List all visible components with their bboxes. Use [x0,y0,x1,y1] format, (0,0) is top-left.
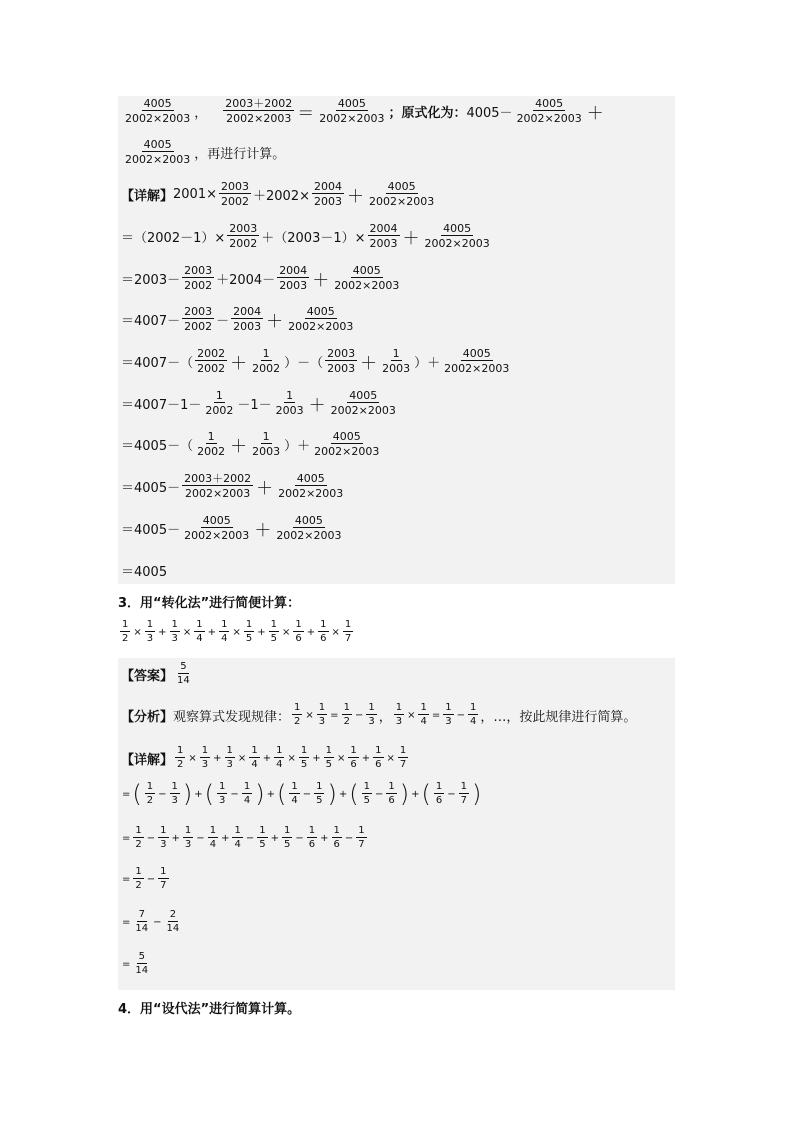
detail-step-7: ＝4005－ $\frac{2003+2002}{2002\times 2003}$ ＋ $\frac{4005}{2002\times 2003}$ [121,472,344,500]
problem-3-expression: $\frac{1}{2}$ × $\frac{1}{3}$ + $\frac{1}{3}$ × $\frac{1}{4}$ + $\frac{1}{4}$ × $\frac{1}{5}$ + $\frac{1}{5}$ × $\frac{1}{6}$ + $\frac{1}{6}$ × $\frac{1}{7}$ [122,619,352,644]
fraction: $\frac{4005}{2002\times 2003}$ [516,97,582,125]
fraction: $\frac{4005}{2002\times 2003}$ [319,97,385,125]
problem-3-detail-2: = $\frac{1}{2}$ − $\frac{1}{3}$ + $\frac{1}{3}$ − $\frac{1}{4}$ + $\frac{1}{4}$ − $\frac{1}{5}$ + $\frac{1}{5}$ − $\frac{1}{6}$ + $\frac{1}{6}$ − $\frac{1}{7}$ [122,825,365,850]
fraction: $\frac{4005}{2002\times 2003}$ [125,138,191,166]
problem-3-detail-3: = $\frac{1}{2}$ − $\frac{1}{7}$ [122,866,167,891]
problem-3-detail-0: 【详解】 $\frac{1}{2}$ × $\frac{1}{3}$ + $\frac{1}{3}$ × $\frac{1}{4}$ + $\frac{1}{4}$ × $\frac{1}{5}$ + $\frac{1}{5}$ × $\frac{1}{6}$ + $\frac{1}{6}$ × $\frac{1}{7}$ [121,745,407,770]
detail-step-3: ＝4007－ $\frac{2003}{2002}$ － $\frac{2004}{2003}$ ＋ $\frac{4005}{2002\times 2003}$ [121,305,354,333]
detail-step-4: ＝4007－（ $\frac{2002}{2002}$ ＋ $\frac{1}{2002}$ ）－（ $\frac{2003}{2003}$ ＋ $\frac{1}{2003}$ ）＋ $\frac{4005}{2002\times 2003}$ [121,347,510,375]
detail-step-0: 【详解】 2001× $\frac{2003}{2002}$ ＋2002× $\frac{2004}{2003}$ ＋ $\frac{4005}{2002\times 2003}$ [121,180,435,208]
fraction: $\frac{4005}{2002\times 2003}$ [125,97,191,125]
problem-3-detail-4: = $\frac{7}{14}$ − $\frac{2}{14}$ [122,909,180,934]
problem-4-title: 4．用“设代法”进行简算计算。 [118,1002,301,1017]
problem-3-detail-5: = $\frac{5}{14}$ [122,951,149,976]
solution-box-2 [118,96,675,584]
analysis-line-1: $\frac{4005}{2002\times 2003}$ ， $\frac{2003+2002}{2002\times 2003}$ ＝ $\frac{4005}{2002\times 2003}$ ；原式化为： 4005－ $\frac{4005}{2002\times 2003}$ ＋ [125,97,604,125]
analysis-line-2: $\frac{4005}{2002\times 2003}$ ，再进行计算。 [125,138,286,166]
problem-3-analysis: 【分析】 观察算式发现规律： $\frac{1}{2}$ × $\frac{1}{3}$ = $\frac{1}{2}$ − $\frac{1}{3}$ ， $\frac{1}{3}$ × $\frac{1}{4}$ = $\frac{1}{3}$ − $\frac{1}{4}$ ，…，按此规律进行简算。 [121,702,637,727]
detail-step-2: ＝2003－ $\frac{2003}{2002}$ ＋2004－ $\frac{2004}{2003}$ ＋ $\frac{4005}{2002\times 2003}$ [121,264,400,292]
problem-3-answer: 【答案】 $\frac{5}{14}$ [121,661,190,686]
detail-step-9: ＝4005 [121,565,168,580]
problem-3-detail-1: = ( $\frac{1}{2}$ − $\frac{1}{3}$ ) + ( $\frac{1}{3}$ − $\frac{1}{4}$ ) + ( $\frac{1}{4}$ − $\frac{1}{5}$ ) + ( $\frac{1}{5}$ − $\frac{1}{6}$ ) + ( $\frac{1}{6}$ − $\frac{1}{7}$ ) [122,780,482,808]
detail-step-1: ＝（2002－1）× $\frac{2003}{2002}$ ＋（2003－1）× $\frac{2004}{2003}$ ＋ $\frac{4005}{2002\times 2003}$ [121,222,490,250]
detail-step-5: ＝4007－1－ $\frac{1}{2002}$ －1－ $\frac{1}{2003}$ ＋ $\frac{4005}{2002\times 2003}$ [121,389,396,417]
problem-3-title: 3．用“转化法”进行简便计算： [118,596,301,611]
detail-step-6: ＝4005－（ $\frac{1}{2002}$ ＋ $\frac{1}{2003}$ ）＋ $\frac{4005}{2002\times 2003}$ [121,430,380,458]
fraction: $\frac{2003+2002}{2002\times 2003}$ [225,97,293,125]
detail-step-8: ＝4005－ $\frac{4005}{2002\times 2003}$ ＋ $\frac{4005}{2002\times 2003}$ [121,514,342,542]
